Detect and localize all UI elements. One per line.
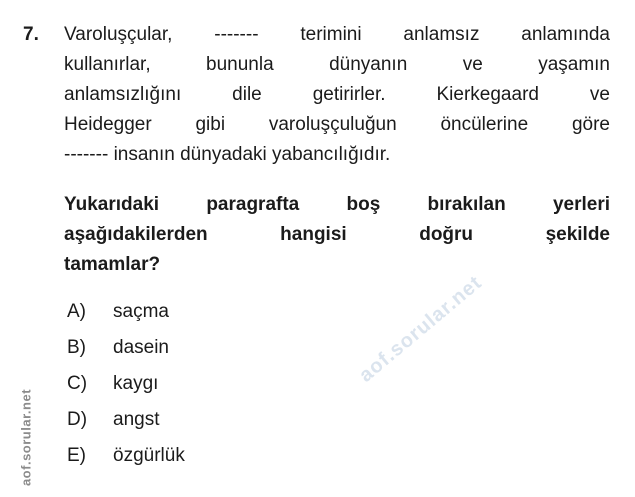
option-label: özgürlük	[113, 445, 185, 466]
option-label: dasein	[113, 337, 169, 358]
paragraph-line: ------- insanın dünyadaki yabancılığıdır.	[64, 144, 391, 165]
prompt-line: tamamlar?	[64, 254, 161, 275]
paragraph-line: anlamsızlığını dile getirirler. Kierkegaard ve	[64, 84, 610, 105]
option-letter: B)	[67, 337, 86, 358]
question-prompt	[64, 190, 610, 280]
option-row-e	[67, 438, 185, 474]
option-letter: E)	[67, 445, 86, 466]
option-row-a	[67, 294, 185, 330]
option-letter: A)	[67, 301, 86, 322]
options-list	[67, 294, 185, 474]
option-label: kaygı	[113, 373, 159, 394]
option-label: angst	[113, 409, 160, 430]
paragraph-line: kullanırlar, bununla dünyanın ve yaşamın	[64, 54, 610, 75]
prompt-line: Yukarıdaki paragrafta boş bırakılan yerleri	[64, 194, 610, 215]
option-row-c	[67, 366, 185, 402]
option-letter: D)	[67, 409, 88, 430]
paragraph-line: Heidegger gibi varoluşçuluğun öncülerine göre	[64, 114, 610, 135]
question-paragraph	[64, 20, 610, 170]
watermark-diagonal: aof.sorular.net	[355, 271, 487, 387]
watermark-vertical: aof.sorular.net	[18, 388, 34, 487]
paragraph-line: Varoluşçular, ------- terimini anlamsız anlamında	[64, 24, 610, 45]
option-letter: C)	[67, 373, 88, 394]
option-row-d	[67, 402, 185, 438]
prompt-line: aşağıdakilerden hangisi doğru şekilde	[64, 224, 610, 245]
option-label: saçma	[113, 301, 169, 322]
option-row-b	[67, 330, 185, 366]
question-number: 7.	[23, 24, 39, 45]
